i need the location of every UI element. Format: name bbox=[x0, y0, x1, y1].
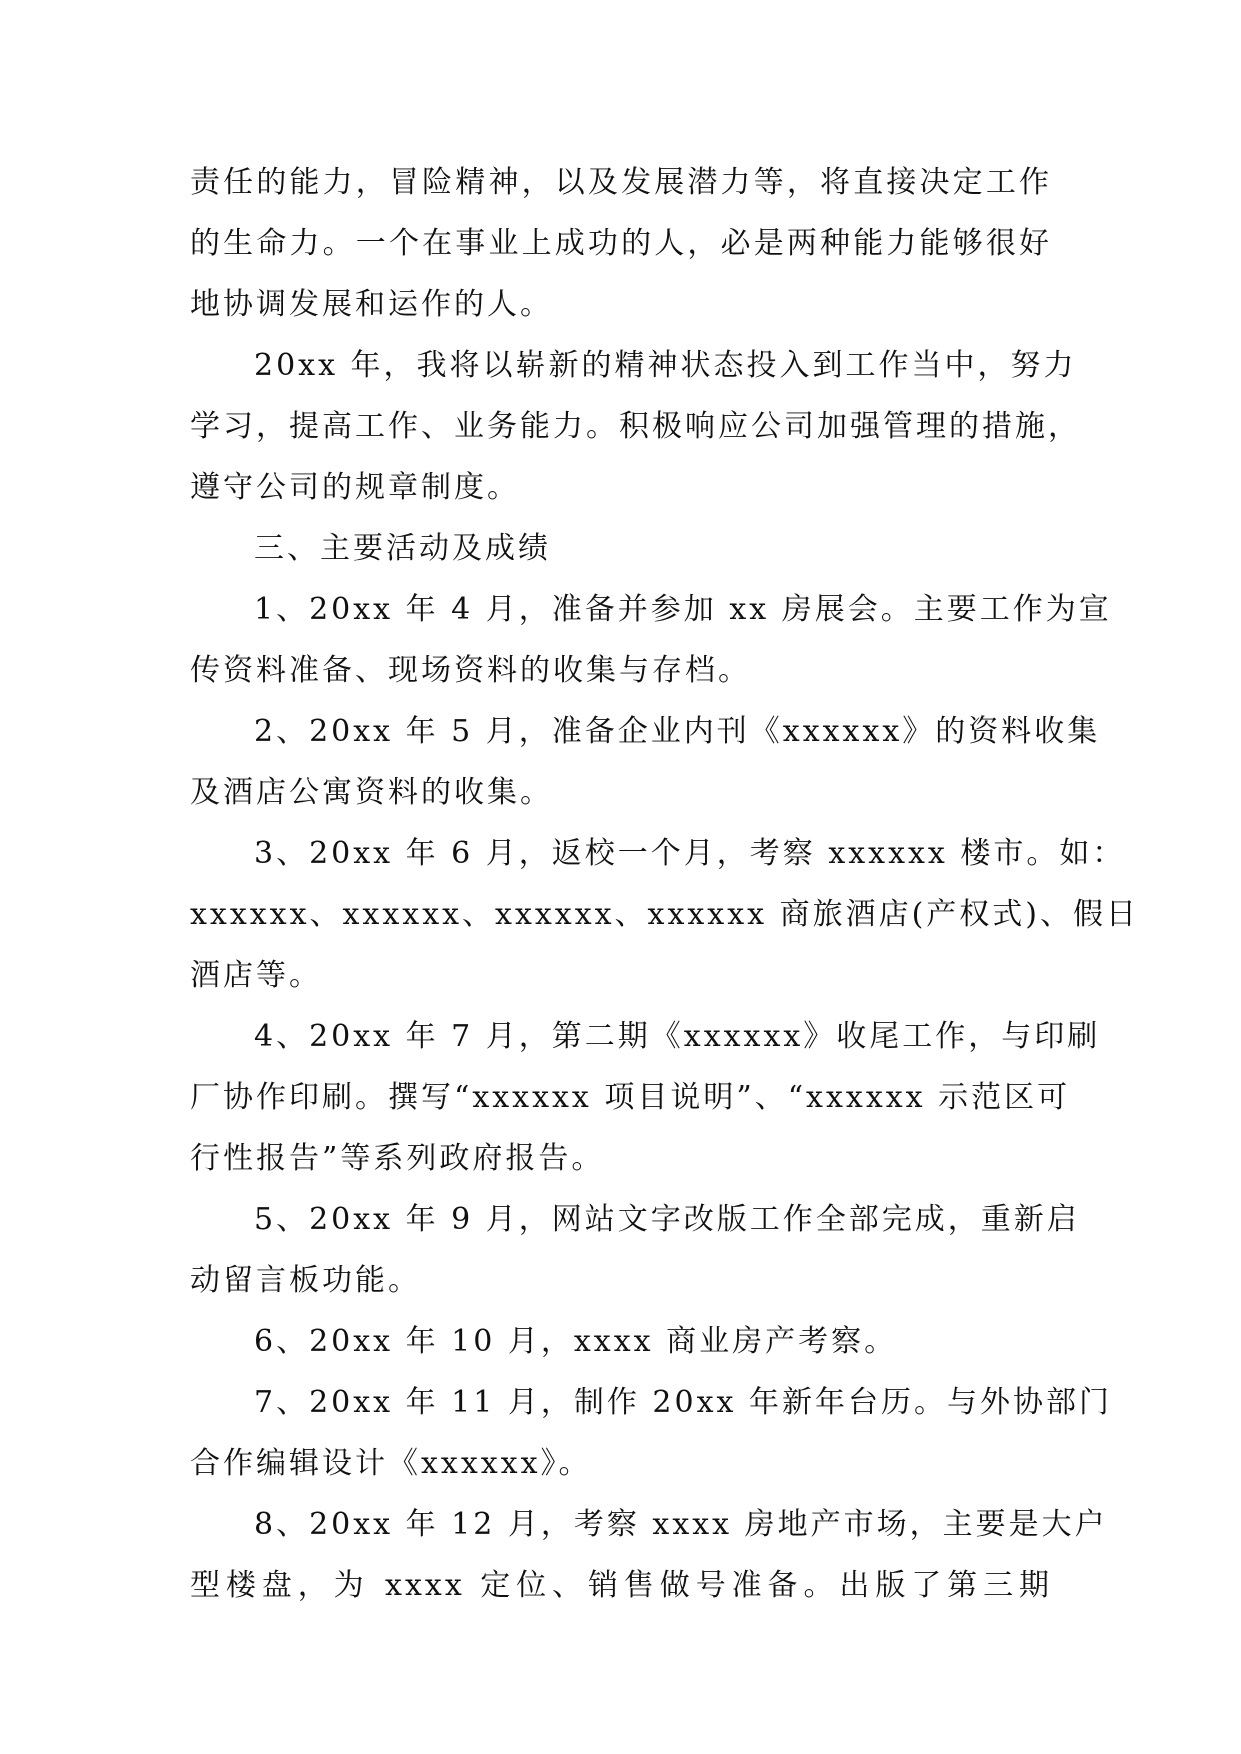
paragraph-line: 型楼盘，为 xxxx 定位、销售做号准备。出版了第三期 bbox=[190, 1568, 1052, 1603]
activity-item-5 bbox=[190, 1189, 1080, 1311]
paragraph-line: 3、20xx 年 6 月，返校一个月，考察 xxxxxx 楼市。如： bbox=[254, 836, 1126, 871]
paragraph-line: 责任的能力，冒险精神，以及发展潜力等，将直接决定工作 bbox=[190, 165, 1052, 200]
activity-item-2 bbox=[190, 701, 1101, 823]
section-heading-activities bbox=[190, 518, 1052, 579]
paragraph-capability-conclusion bbox=[190, 152, 1052, 335]
paragraph-line: 及酒店公寓资料的收集。 bbox=[190, 775, 553, 810]
activity-item-7 bbox=[190, 1372, 1112, 1494]
paragraph-line: 学习，提高工作、业务能力。积极响应公司加强管理的措施， bbox=[190, 409, 1081, 444]
activity-item-6 bbox=[190, 1311, 1052, 1372]
paragraph-line: 8、20xx 年 12 月，考察 xxxx 房地产市场，主要是大户 bbox=[254, 1507, 1108, 1542]
paragraph-line: 厂协作印刷。撰写“xxxxxx 项目说明”、“xxxxxx 示范区可 bbox=[190, 1080, 1071, 1115]
paragraph-line: 动留言板功能。 bbox=[190, 1263, 421, 1298]
paragraph-line: 1、20xx 年 4 月，准备并参加 xx 房展会。主要工作为宣 bbox=[254, 592, 1112, 627]
activity-item-4 bbox=[190, 1006, 1101, 1189]
section-heading-text: 三、主要活动及成绩 bbox=[254, 531, 551, 566]
paragraph-line: 行性报告”等系列政府报告。 bbox=[190, 1141, 605, 1176]
paragraph-line: 地协调发展和运作的人。 bbox=[190, 287, 553, 322]
paragraph-line: 20xx 年，我将以崭新的精神状态投入到工作当中，努力 bbox=[254, 348, 1077, 383]
paragraph-line: 5、20xx 年 9 月，网站文字改版工作全部完成，重新启 bbox=[254, 1202, 1080, 1237]
paragraph-line: 传资料准备、现场资料的收集与存档。 bbox=[190, 653, 751, 688]
paragraph-line: 合作编辑设计《xxxxxx》。 bbox=[190, 1446, 592, 1481]
paragraph-line: 遵守公司的规章制度。 bbox=[190, 470, 520, 505]
paragraph-line: 的生命力。一个在事业上成功的人，必是两种能力能够很好 bbox=[190, 226, 1052, 261]
document-body bbox=[190, 152, 1139, 1616]
paragraph-line: 2、20xx 年 5 月，准备企业内刊《xxxxxx》的资料收集 bbox=[254, 714, 1101, 749]
paragraph-next-year-plan bbox=[190, 335, 1081, 518]
paragraph-line: 6、20xx 年 10 月，xxxx 商业房产考察。 bbox=[254, 1324, 898, 1359]
paragraph-line: 7、20xx 年 11 月，制作 20xx 年新年台历。与外协部门 bbox=[254, 1385, 1112, 1420]
activity-item-8 bbox=[190, 1494, 1108, 1616]
activity-item-1 bbox=[190, 579, 1112, 701]
paragraph-line: 4、20xx 年 7 月，第二期《xxxxxx》收尾工作，与印刷 bbox=[254, 1019, 1101, 1054]
activity-item-3 bbox=[190, 823, 1139, 1006]
paragraph-line: 酒店等。 bbox=[190, 958, 322, 993]
paragraph-line: xxxxxx、xxxxxx、xxxxxx、xxxxxx 商旅酒店(产权式)、假日 bbox=[190, 897, 1139, 932]
